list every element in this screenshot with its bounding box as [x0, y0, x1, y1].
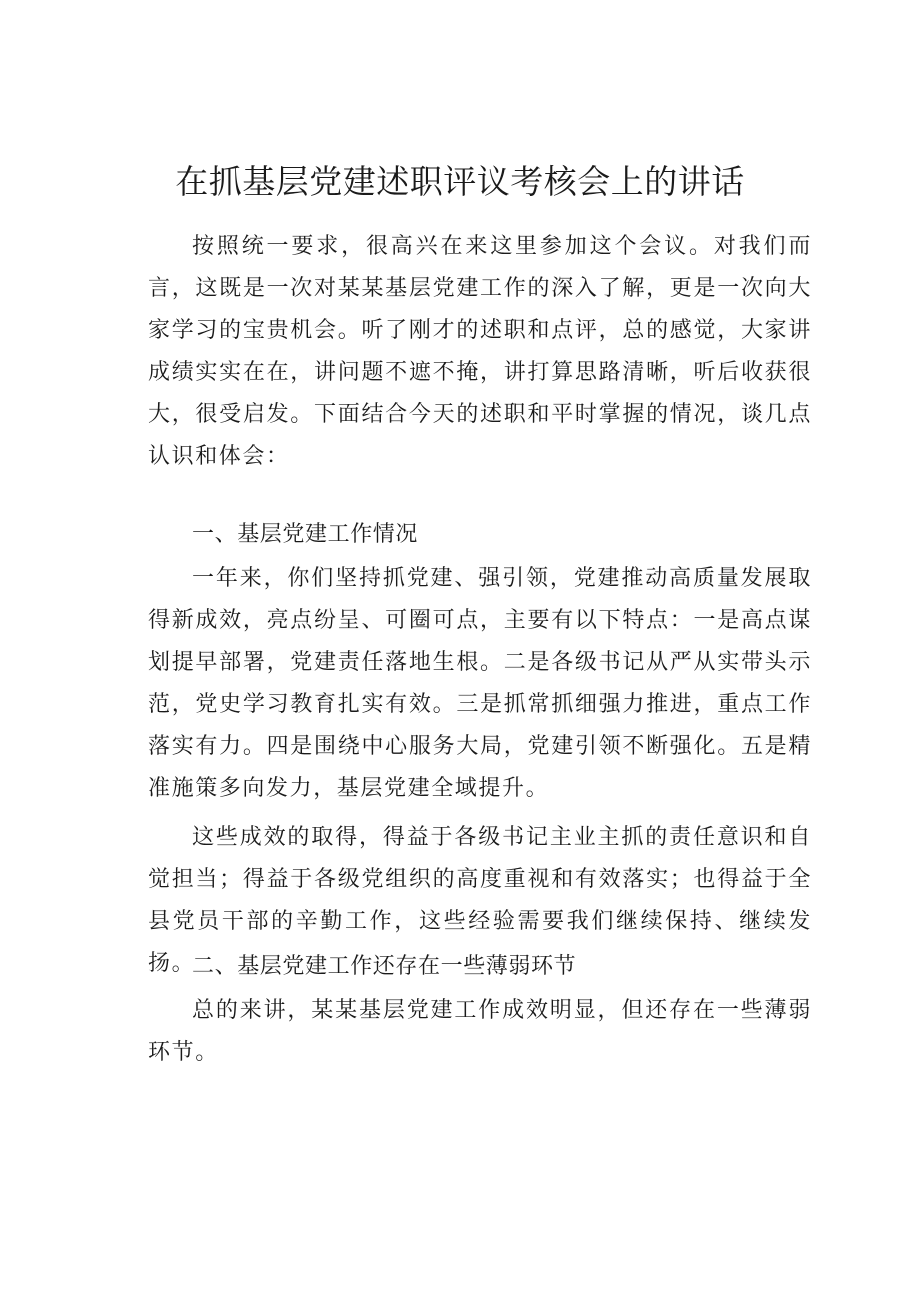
- section-2-body: [148, 990, 812, 1074]
- intro-paragraph: 按照统一要求，很高兴在来这里参加这个会议。对我们而言，这既是一次对某某基层党建工作的深入了解，更是一次向大家学习的宝贵机会。听了刚才的述职和点评，总的感觉，大家讲成绩实实在在，讲问题不遮不掩，讲打算思路清晰，听后收获很大，很受启发。下面结合今天的述职和平时掌握的情况，谈几点认识和体会：: [148, 234, 812, 469]
- document-title: 在抓基层党建述职评议考核会上的讲话: [175, 162, 745, 201]
- section-2-heading: 二、基层党建工作还存在一些薄弱环节: [192, 954, 577, 979]
- intro-block: [148, 226, 812, 478]
- section-1-paragraph-1: 一年来，你们坚持抓党建、强引领，党建推动高质量发展取得新成效，亮点纷呈、可圈可点，主要有以下特点：一是高点谋划提早部署，党建责任落地生根。二是各级书记从严从实带头示范，党史学习教育扎实有效。三是抓常抓细强力推进，重点工作落实有力。四是围绕中心服务大局，党建引领不断强化。五是精准施策多向发力，基层党建全域提升。: [148, 566, 812, 801]
- section-1: [148, 514, 812, 556]
- section-1-paragraph-2: 这些成效的取得，得益于各级书记主业主抓的责任意识和自觉担当；得益于各级党组织的高度重视和有效落实；也得益于全县党员干部的辛勤工作，这些经验需要我们继续保持、继续发扬。: [148, 825, 812, 976]
- section-2-paragraph-1: 总的来讲，某某基层党建工作成效明显，但还存在一些薄弱环节。: [148, 998, 812, 1065]
- section-2: [148, 946, 812, 988]
- section-1-body: [148, 558, 812, 810]
- section-1-heading: 一、基层党建工作情况: [192, 522, 419, 547]
